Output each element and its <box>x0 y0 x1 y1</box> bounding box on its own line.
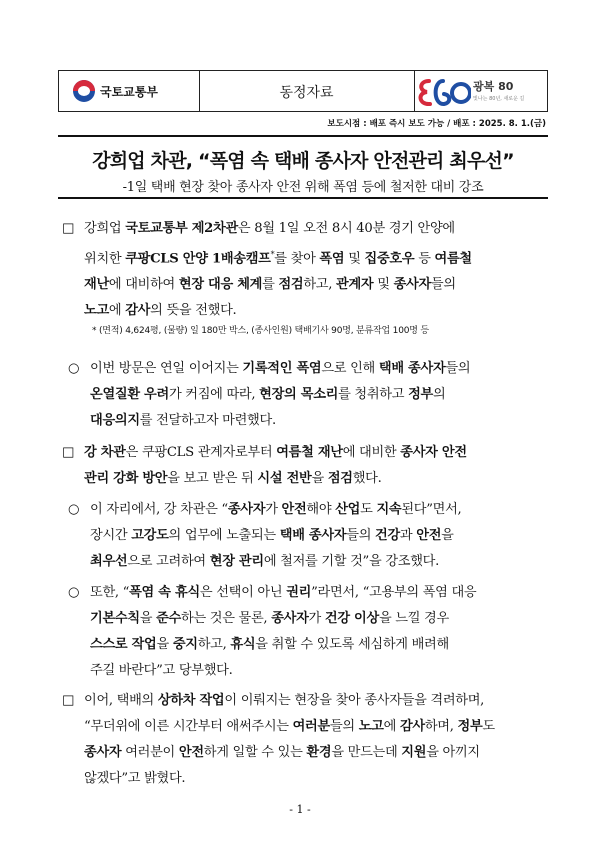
subheadline: -1일 택배 현장 찾아 종사자 안전 위해 폭염 등에 철저한 대비 강조 <box>122 180 484 195</box>
paragraph-4: ○ 이 자리에서, 강 차관은 “종사자가 안전해야 산업도 지속된다”면서, 장시간 고강도의 업무에 노출되는 택배 종사자들의 건강과 안전을 최우선으로 고려하여 현장 관리에 철저를 기할 것”을 강조했다. <box>68 502 462 569</box>
logo-subtext: 빛나는 80년, 새로운 길 <box>473 96 525 102</box>
paragraph-6: □ 이어, 택배의 상하차 작업이 이뤄지는 현장을 찾아 종사자들을 격려하며, “무더위에 이른 시간부터 애써주시는 여러분들의 노고에 감사하며, 정부도 종사자 여러분이 안전하게 일할 수 있는 환경을 만드는데 지원을 아끼지 않겠다”고 밝혔다. <box>62 693 495 786</box>
header-box <box>58 70 548 112</box>
page-number: - 1 - <box>289 803 311 816</box>
paragraph-3: □ 강 차관은 쿠팡CLS 관계자로부터 여름철 재난에 대비한 종사자 안전 관리 강화 방안을 보고 받은 뒤 시설 전반을 점검했다. <box>62 445 467 486</box>
ministry-logo <box>73 80 158 102</box>
logo-text: 광복 80 <box>473 80 514 93</box>
title-box <box>58 135 548 199</box>
footnote: * (면적) 4,624평, (물량) 일 180만 박스, (종사인원) 택배기사 90명, 분류작업 100명 등 <box>92 326 429 336</box>
headline: 강희업 차관, “폭염 속 택배 종사자 안전관리 최우선” <box>92 150 514 172</box>
government-emblem-icon <box>73 80 95 102</box>
liberation-80-icon <box>417 75 471 109</box>
paragraph-2: ○ 이번 방문은 연일 이어지는 기록적인 폭염으로 인해 택배 종사자들의 온열질환 우려가 커짐에 따라, 현장의 목소리를 청취하고 정부의 대응의지를 전달하고자 마련했다. <box>68 361 471 428</box>
liberation-80-logo <box>417 75 545 109</box>
release-info: 보도시점 : 배포 즉시 보도 가능 / 배포 : 2025. 8. 1.(금) <box>327 119 546 129</box>
document-type: 동정자료 <box>279 85 334 101</box>
ministry-name: 국토교통부 <box>100 84 158 99</box>
paragraph-5: ○ 또한, “폭염 속 휴식은 선택이 아닌 권리”라면서, “고용부의 폭염 대응 기본수칙을 준수하는 것은 물론, 종사자가 건강 이상을 느낄 경우 스스로 작업을 중지하고, 휴식을 취할 수 있도록 세심하게 배려해 주길 바란다”고 당부했다. <box>68 585 477 678</box>
paragraph-1: □ 강희업 국토교통부 제2차관은 8월 1일 오전 8시 40분 경기 안양에 위치한 쿠팡CLS 안양 1배송캠프*를 찾아 폭염 및 집중호우 등 여름철 재난에 대비하여 현장 대응 체계를 점검하고, 관계자 및 종사자들의 노고에 감사의 뜻을 전했다. <box>62 221 472 319</box>
